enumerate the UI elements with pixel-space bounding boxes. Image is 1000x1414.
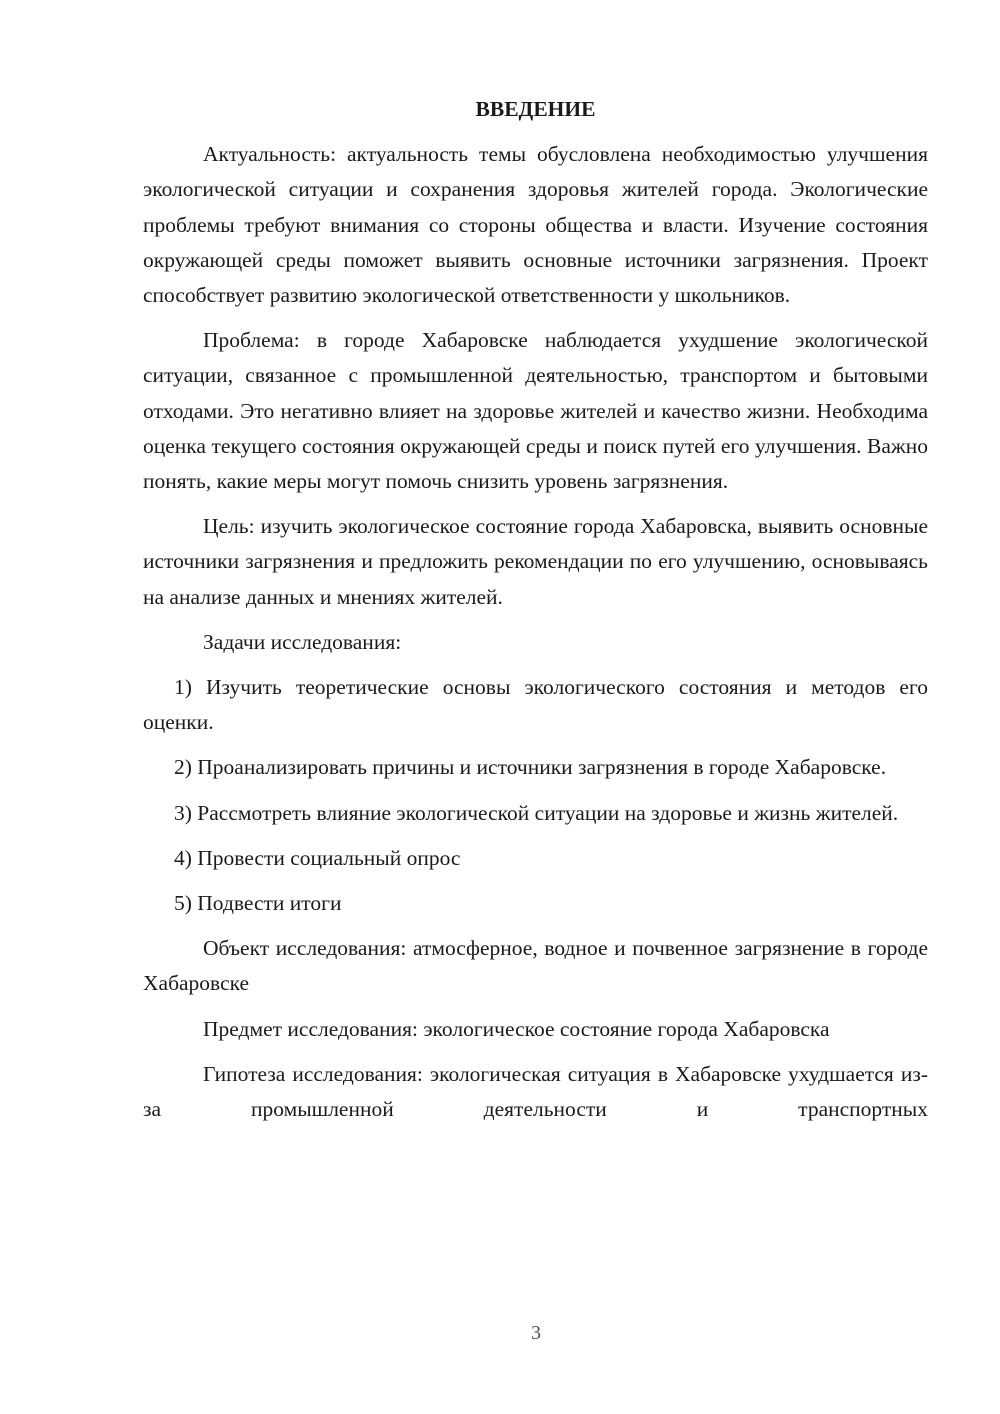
section-title: ВВЕДЕНИЕ [475, 97, 596, 121]
paragraph-subject: Предмет исследования: экологическое состояние города Хабаровска [203, 1016, 830, 1041]
task-item-3: 3) Рассмотреть влияние экологической ситуации на здоровье и жизнь жителей. [174, 800, 899, 825]
paragraph-object: Объект исследования: атмосферное, водное и почвенное загрязнение в городе Хабаровске [143, 936, 928, 996]
tasks-heading: Задачи исследования: [203, 629, 402, 654]
paragraph-hypothesis: Гипотеза исследования: экологическая ситуация в Хабаровске ухудшается из-за промышленной деятельности и транспортных [143, 1061, 928, 1122]
paragraph-goal: Цель: изучить экологическое состояние города Хабаровска, выявить основные источники загрязнения и предложить рекомендации по его улучшению, основываясь на анализе данных и мнениях жителей. [143, 514, 928, 609]
document-page [143, 92, 928, 1127]
paragraph-problem: Проблема: в городе Хабаровске наблюдается ухудшение экологической ситуации, связанное с промышленной деятельностью, транспортом и бытовыми отходами. Это негативно влияет на здоровье жителей и качество жизни. Необходима оценка текущего состояния окружающей среды и поиск путей его улучшения. Важно понять, какие меры могут помочь снизить уровень загрязнения. [143, 328, 928, 494]
page-number: 3 [531, 1322, 541, 1344]
task-item-5: 5) Подвести итоги [174, 891, 342, 916]
task-item-4: 4) Провести социальный опрос [174, 845, 461, 870]
paragraph-relevance: Актуальность: актуальность темы обусловлена необходимостью улучшения экологической ситуации и сохранения здоровья жителей города. Экологические проблемы требуют внимания со стороны общества и власти. Изучение состояния окружающей среды поможет выявить основные источники загрязнения. Проект способствует развитию экологической ответственности у школьников. [143, 142, 928, 308]
task-item-1: 1) Изучить теоретические основы экологического состояния и методов его оценки. [143, 675, 928, 735]
task-item-2: 2) Проанализировать причины и источники загрязнения в городе Хабаровске. [174, 755, 887, 780]
